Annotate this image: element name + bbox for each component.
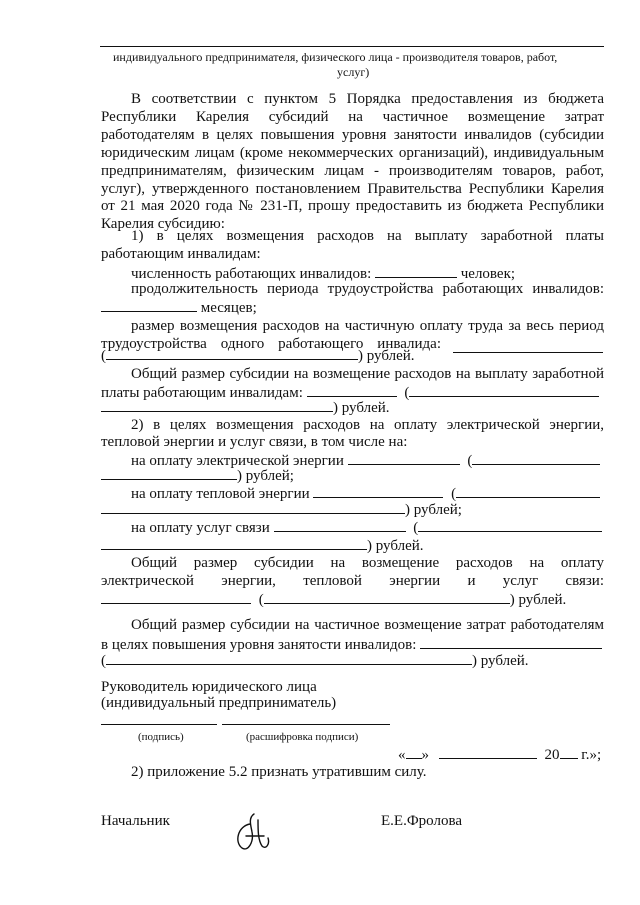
sign-caption: (подпись) bbox=[138, 731, 184, 743]
count-unit: человек; bbox=[460, 266, 516, 282]
total2-field-words[interactable] bbox=[264, 590, 510, 604]
comm-field-digits[interactable] bbox=[274, 518, 406, 532]
intro-line-2: Республики Карелия субсидий на частичное возмещение затрат bbox=[101, 109, 604, 125]
heat-words-row bbox=[101, 500, 462, 519]
intro-line-5: предпринимателям, физическим лицам - производителям товаров, работ, bbox=[101, 163, 604, 179]
elec-words-row bbox=[101, 466, 294, 485]
elec-paren-open: ( bbox=[467, 453, 473, 469]
total1-line-1: Общий размер субсидии на возмещение расходов на выплату заработной bbox=[131, 366, 604, 382]
date-year-field[interactable] bbox=[560, 745, 578, 759]
header-line-1: индивидуального предпринимателя, физического лица - производителя товаров, работ, bbox=[113, 50, 558, 64]
date-year: 20 bbox=[544, 747, 560, 763]
elec-rub: ) рублей; bbox=[237, 468, 294, 484]
decode-line[interactable] bbox=[222, 724, 390, 725]
count-field[interactable] bbox=[375, 264, 457, 278]
intro-line-7: от 21 мая 2020 года № 231-П, прошу предоставить из бюджета Республики bbox=[101, 198, 604, 214]
amount-line-2-text: трудоустройства одного работающего инвалида: bbox=[101, 336, 441, 352]
item1-line-1: 1) в целях возмещения расходов на выплату заработной платы bbox=[131, 228, 604, 244]
total2-rub: ) рублей. bbox=[509, 592, 567, 608]
heat-field-digits[interactable] bbox=[313, 484, 443, 498]
annex-item: 2) приложение 5.2 признать утратившим силу. bbox=[131, 764, 427, 780]
heat-field-words-a[interactable] bbox=[456, 484, 600, 498]
comm-words-row bbox=[101, 536, 424, 555]
header-line-2: услуг) bbox=[337, 65, 370, 79]
amount-paren-open: ( bbox=[101, 348, 106, 364]
item2-line-1: 2) в целях возмещения расходов на оплату электрической энергии, bbox=[131, 417, 604, 433]
date-year-suffix: г.»; bbox=[581, 747, 602, 763]
overall-field-words[interactable] bbox=[106, 651, 472, 665]
total1-paren-open: ( bbox=[404, 385, 410, 401]
period-line-1: продолжительность периода трудоустройства работающих инвалидов: bbox=[131, 281, 604, 297]
item1-line-2: работающим инвалидам: bbox=[101, 246, 261, 262]
amount-line-1: размер возмещения расходов на частичную оплату труда за весь период bbox=[131, 318, 604, 334]
date-quote-open: « bbox=[398, 747, 406, 763]
intro-line-6: услуг), утвержденного постановлением Правительства Республики Карелия bbox=[101, 181, 604, 197]
signer-title-2: (индивидуальный предприниматель) bbox=[101, 695, 337, 711]
comm-field-words-a[interactable] bbox=[418, 518, 602, 532]
total2-paren-open: ( bbox=[258, 592, 264, 608]
overall-rub: ) рублей. bbox=[472, 653, 529, 669]
total2-field-digits[interactable] bbox=[101, 590, 251, 604]
total2-line-1: Общий размер субсидии на возмещение расходов на оплату bbox=[131, 555, 604, 571]
footer-position: Начальник bbox=[101, 813, 170, 829]
comm-rub: ) рублей. bbox=[367, 538, 424, 554]
period-unit: месяцев; bbox=[200, 300, 257, 316]
intro-line-3: работодателям в целях повышения уровня занятости инвалидов (субсидии bbox=[101, 127, 604, 143]
total1-rub: ) рублей. bbox=[333, 400, 390, 416]
sign-line[interactable] bbox=[101, 724, 217, 725]
total2-row bbox=[101, 590, 566, 609]
handwritten-signature bbox=[228, 806, 278, 856]
signer-title-1: Руководитель юридического лица bbox=[101, 679, 317, 695]
amount-field-digits[interactable] bbox=[453, 339, 603, 353]
overall-field-digits[interactable] bbox=[420, 635, 602, 649]
intro-line-4: юридическим лицам (кроме некоммерческих организаций), индивидуальным bbox=[101, 145, 604, 161]
period-field[interactable] bbox=[101, 298, 197, 312]
heat-rub: ) рублей; bbox=[405, 502, 462, 518]
total1-label: платы работающим инвалидам: bbox=[101, 385, 303, 401]
heat-paren-open: ( bbox=[451, 486, 457, 502]
comm-label: на оплату услуг связи bbox=[131, 520, 270, 536]
date-month-field[interactable] bbox=[439, 745, 537, 759]
comm-row bbox=[131, 518, 602, 537]
amount-words-row bbox=[101, 346, 415, 365]
date-day-field[interactable] bbox=[406, 745, 422, 759]
overall-words-row bbox=[101, 651, 529, 670]
elec-field-words-a[interactable] bbox=[472, 451, 600, 465]
comm-paren-open: ( bbox=[413, 520, 419, 536]
elec-field-digits[interactable] bbox=[348, 451, 460, 465]
total1-field-words-b[interactable] bbox=[101, 398, 333, 412]
intro-line-8: Карелия субсидию: bbox=[101, 216, 225, 232]
top-rule bbox=[100, 46, 604, 47]
elec-field-words-b[interactable] bbox=[101, 466, 237, 480]
overall-label: в целях повышения уровня занятости инвалидов: bbox=[101, 637, 417, 653]
elec-label: на оплату электрической энергии bbox=[131, 453, 344, 469]
footer-name: Е.Е.Фролова bbox=[381, 813, 463, 829]
overall-paren-open: ( bbox=[101, 653, 106, 669]
amount-field-words[interactable] bbox=[106, 346, 358, 360]
period-row bbox=[101, 298, 257, 317]
total1-words-row bbox=[101, 398, 390, 417]
date-quote-close: » bbox=[421, 747, 429, 763]
comm-field-words-b[interactable] bbox=[101, 536, 367, 550]
heat-label: на оплату тепловой энергии bbox=[131, 486, 310, 502]
total1-field-digits[interactable] bbox=[307, 383, 397, 397]
decode-caption: (расшифровка подписи) bbox=[246, 731, 359, 743]
item2-line-2: тепловой энергии и услуг связи, в том числе на: bbox=[101, 434, 408, 450]
count-label: численность работающих инвалидов: bbox=[131, 266, 372, 282]
intro-line-1: В соответствии с пунктом 5 Порядка предоставления из бюджета bbox=[131, 91, 604, 107]
overall-line-1: Общий размер субсидии на частичное возмещение затрат работодателям bbox=[131, 617, 604, 633]
date-row bbox=[398, 745, 601, 764]
total1-field-words-a[interactable] bbox=[409, 383, 599, 397]
heat-field-words-b[interactable] bbox=[101, 500, 405, 514]
total2-line-2: электрической энергии, тепловой энергии и услуг связи: bbox=[101, 573, 604, 589]
amount-rub: ) рублей. bbox=[358, 348, 415, 364]
